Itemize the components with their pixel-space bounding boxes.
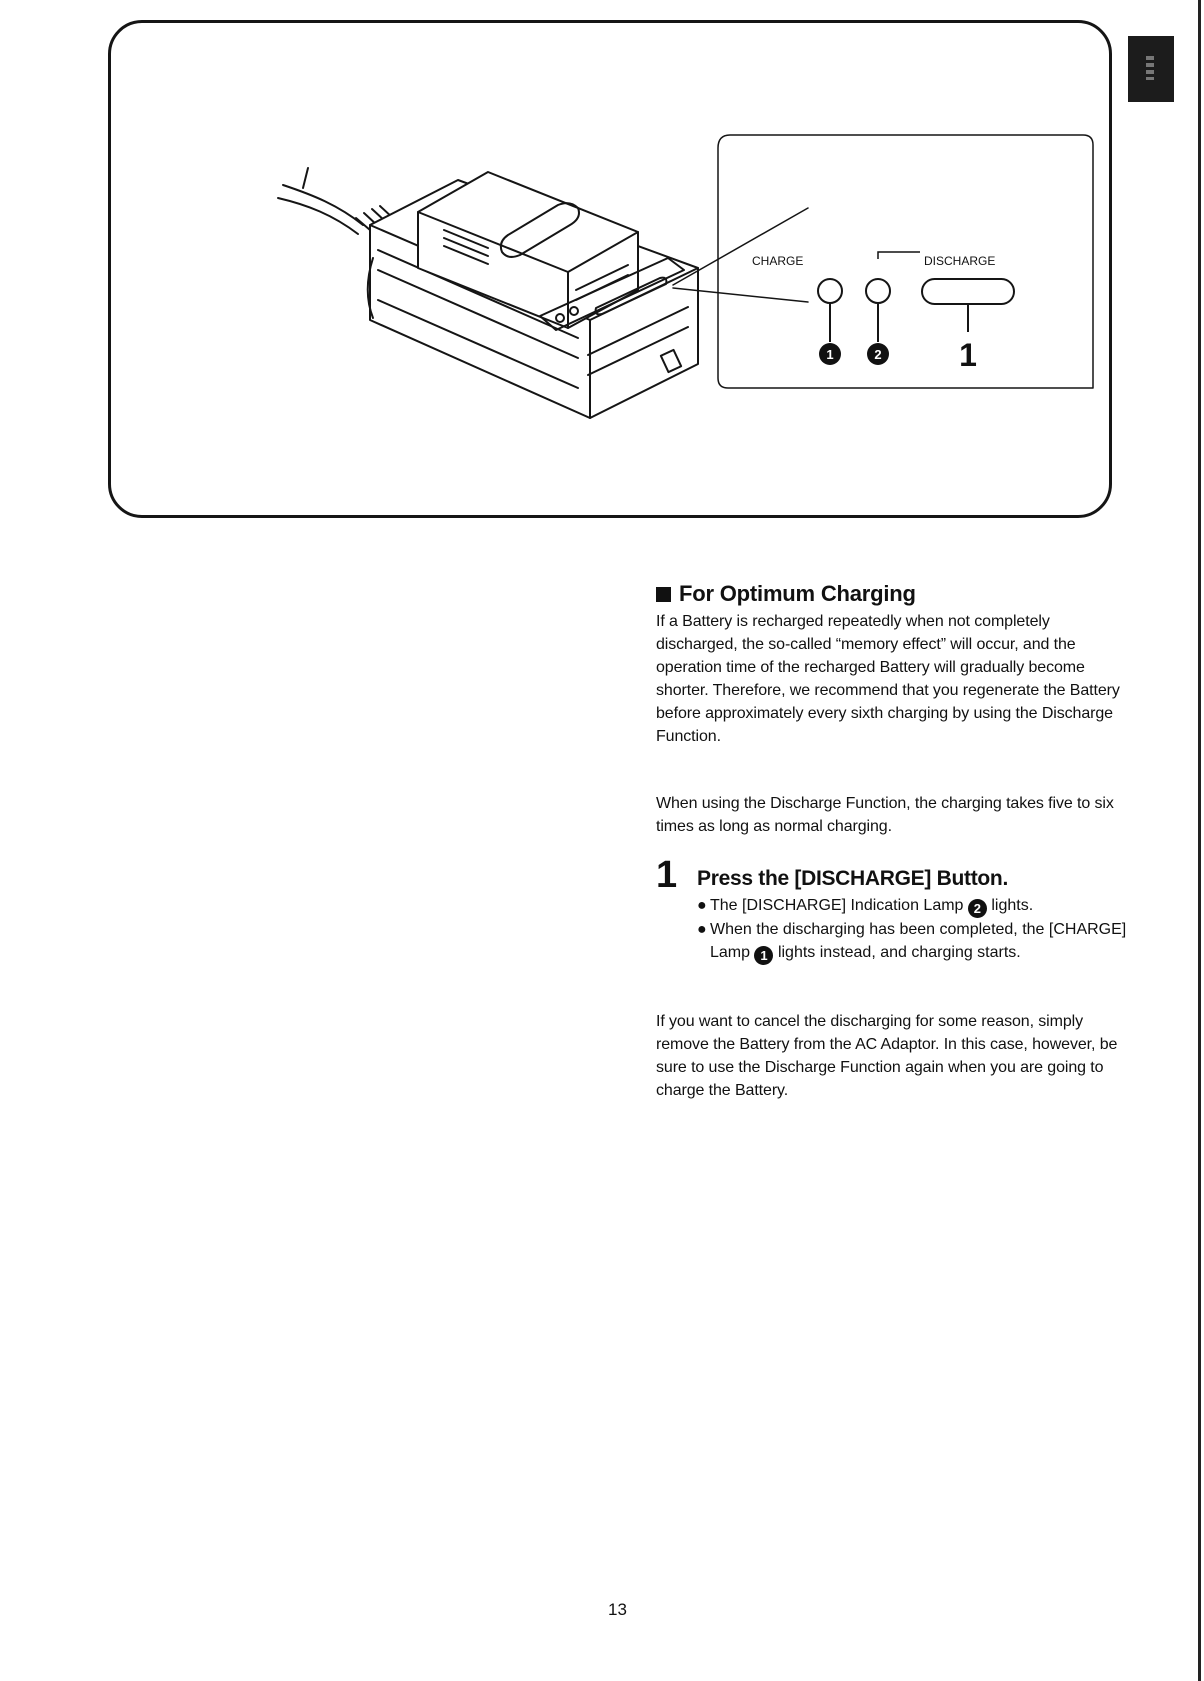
svg-text:2: 2	[874, 347, 882, 362]
callout-number-1: 1	[959, 337, 977, 373]
discharge-button	[922, 279, 1014, 304]
bullet-item: ● The [DISCHARGE] Indication Lamp 2 lights.	[697, 894, 1137, 918]
discharge-bracket	[878, 252, 920, 259]
step-title: Press the [DISCHARGE] Button.	[697, 867, 1008, 890]
page-number: 13	[608, 1600, 627, 1619]
section-heading: For Optimum Charging	[656, 581, 916, 607]
ac-adaptor-illustration	[108, 20, 1112, 518]
step-bullets	[697, 894, 1137, 965]
bullet-dot: ●	[697, 921, 707, 938]
section-tab	[1128, 36, 1174, 102]
step-number: 1	[656, 854, 678, 896]
label-charge: CHARGE	[752, 254, 804, 268]
section-tab-mark	[1146, 56, 1154, 80]
svg-text:1: 1	[826, 347, 834, 362]
bullet-dot: ●	[697, 897, 707, 914]
paragraph-memory-effect: If a Battery is recharged repeatedly when not completely discharged, the so-called “memory effect” will occur, and the operation time of the recharged Battery will gradually become shorter. Therefore, we recommend that you regenerate the Battery before approximately every sixth charging by using the Discharge Function.	[656, 613, 1120, 745]
label-discharge: DISCHARGE	[924, 254, 996, 268]
charge-lamp	[818, 279, 842, 303]
square-bullet-icon	[656, 587, 671, 602]
bullet-item: ● When the discharging has been completed, the [CHARGE] Lamp 1 lights instead, and charging starts.	[697, 918, 1137, 965]
page-edge-rule	[1198, 0, 1201, 1681]
lamp-marker-1-inline: 1	[754, 946, 773, 965]
lamp-marker-2-inline: 2	[968, 899, 987, 918]
paragraph-discharge-time: When using the Discharge Function, the charging takes five to six times as long as normal charging.	[656, 795, 1114, 835]
discharge-lamp	[866, 279, 890, 303]
paragraph-cancel-note: If you want to cancel the discharging for some reason, simply remove the Battery from the AC Adaptor. In this case, however, be sure to use the Discharge Function again when you are going to charge the Battery.	[656, 1013, 1118, 1099]
